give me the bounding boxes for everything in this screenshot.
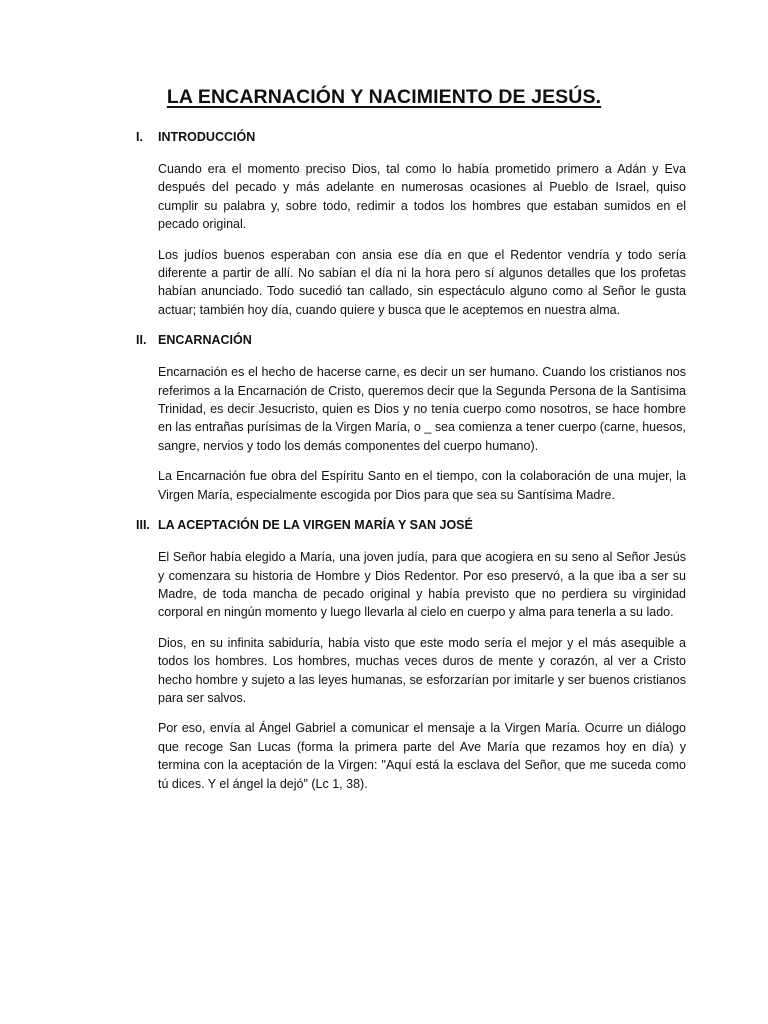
paragraph: El Señor había elegido a María, una joven judía, para que acogiera en su seno al Señor Jesús y comenzara su historia de Hombre y Dios Redentor. Por eso preservó, a la que iba a ser su Madre, de toda mancha de pecado original y había previsto que no perdiera su virginidad corporal en ningún momento y luego llevarla al cielo en cuerpo y alma para tenerla a su lado. — [158, 550, 686, 620]
section-encarnacion — [136, 331, 686, 504]
paragraph: Los judíos buenos esperaban con ansia ese día en que el Redentor vendría y todo sería diferente a partir de allí. No sabían el día ni la hora pero sí algunos detalles que los profetas habían anunciado. Todo sucedió tan callado, sin espectáculo alguno como al Señor le gusta actuar; también hoy día, cuando quiere y busca que le aceptemos en nuestra alma. — [158, 247, 686, 317]
section-heading — [136, 516, 686, 534]
section-heading — [136, 331, 686, 349]
document-body — [136, 128, 686, 805]
section-aceptacion — [136, 516, 686, 793]
section-number: I. — [136, 130, 143, 144]
section-number: III. — [136, 518, 150, 533]
section-introduccion — [136, 128, 686, 319]
section-title: ENCARNACIÓN — [158, 333, 252, 348]
paragraph: Encarnación es el hecho de hacerse carne, es decir un ser humano. Cuando los cristianos nos referimos a la Encarnación de Cristo, queremos decir que la Segunda Persona de la Santísima Trinidad, es decir Jesucristo, quien es Dios y no tenía cuerpo como nosotros, se hace hombre en las entrañas purísimas de la Virgen María, o _ sea comienza a tener cuerpo (carne, huesos, sangre, nervios y todo los demás componentes del cuerpo humano). — [158, 365, 686, 453]
paragraph: Dios, en su infinita sabiduría, había visto que este modo sería el mejor y el más asequible a todos los hombres. Los hombres, muchas veces duros de mente y corazón, al ver a Cristo hecho hombre y sujeto a las leyes humanas, se esforzarían por imitarle y ser buenos cristianos para ser salvos. — [158, 635, 686, 705]
document-title: LA ENCARNACIÓN Y NACIMIENTO DE JESÚS. — [166, 86, 602, 108]
section-number: II. — [136, 333, 147, 348]
paragraph: La Encarnación fue obra del Espíritu Santo en el tiempo, con la colaboración de una mujer, la Virgen María, especialmente escogida por Dios para que sea su Santísima Madre. — [158, 469, 686, 502]
paragraph: Por eso, envía al Ángel Gabriel a comunicar el mensaje a la Virgen María. Ocurre un diálogo que recoge San Lucas (forma la primera parte del Ave María que rezamos hoy en día) y termina con la aceptación de la Virgen: "Aquí está la esclava del Señor, que me suceda como tú dices. Y el ángel la dejó" (Lc 1, 38). — [158, 721, 686, 791]
section-title: LA ACEPTACIÓN DE LA VIRGEN MARÍA Y SAN JOSÉ — [158, 518, 473, 533]
section-heading — [136, 128, 686, 146]
paragraph: Cuando era el momento preciso Dios, tal como lo había prometido primero a Adán y Eva después del pecado y más adelante en numerosas ocasiones al Pueblo de Israel, quiso cumplir su palabra y, sobre todo, redimir a todos los hombres que estaban sumidos en el pecado original. — [158, 162, 686, 232]
section-title: INTRODUCCIÓN — [158, 130, 256, 144]
